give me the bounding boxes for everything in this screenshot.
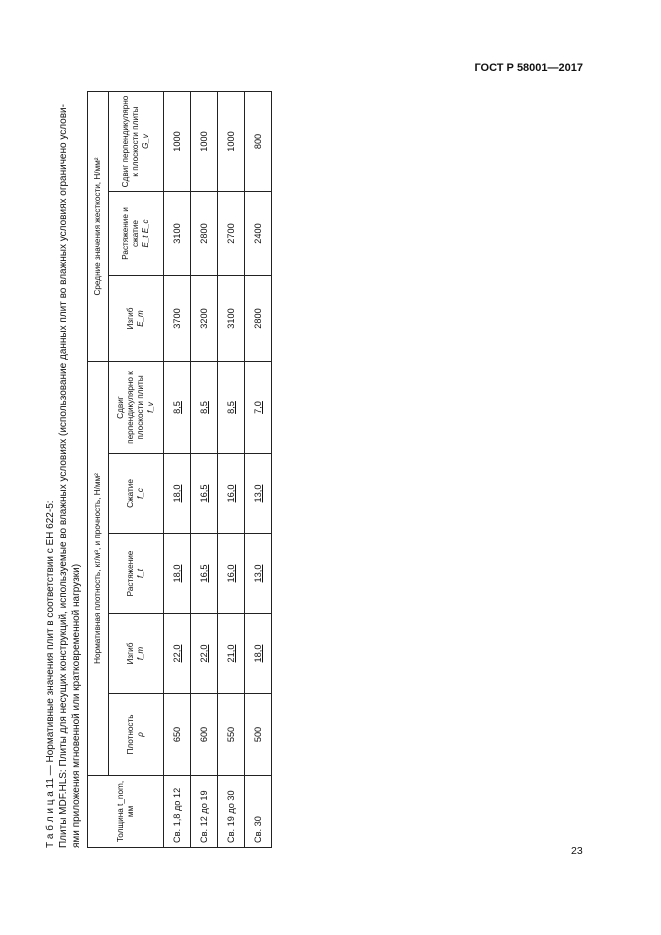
properties-table	[87, 91, 272, 848]
cell-et: 2800	[191, 192, 218, 276]
cell-density: 650	[164, 694, 191, 776]
header-strength-group: Нормативная плотность, кг/м³, и прочность, Н/мм²	[88, 362, 109, 776]
cell-fc: 13,0	[245, 454, 272, 534]
header-compression: Сжатие f_c	[109, 454, 164, 534]
cell-fc: 16,0	[218, 454, 245, 534]
cell-fv: 7,0	[245, 362, 272, 454]
table-row	[164, 92, 191, 848]
cell-thickness: Св. 12 до 19	[191, 776, 218, 848]
standard-header: ГОСТ Р 58001—2017	[474, 62, 583, 74]
cell-ft: 18,0	[164, 534, 191, 614]
cell-et: 3100	[164, 192, 191, 276]
cell-density: 500	[245, 694, 272, 776]
header-tension: Растяжение f_t	[109, 534, 164, 614]
table-row	[191, 92, 218, 848]
cell-density: 600	[191, 694, 218, 776]
cell-thickness: Св. 1,8 до 12	[164, 776, 191, 848]
header-bending: Изгиб f_m	[109, 614, 164, 694]
cell-em: 3100	[218, 276, 245, 362]
header-shear: Сдвиг перпендикулярно к плоскости плиты f_v	[109, 362, 164, 454]
page-number: 23	[571, 845, 583, 857]
table-row	[245, 92, 272, 848]
cell-et: 2700	[218, 192, 245, 276]
cell-fv: 8,5	[164, 362, 191, 454]
cell-gv: 1000	[218, 92, 245, 192]
cell-fc: 18,0	[164, 454, 191, 534]
cell-thickness: Св. 30	[245, 776, 272, 848]
table-caption-line3: ями приложения мгновенной или кратковременной нагрузки)	[71, 563, 82, 848]
cell-ft: 16,0	[218, 534, 245, 614]
cell-fv: 8,5	[218, 362, 245, 454]
cell-em: 3700	[164, 276, 191, 362]
header-density: Плотность ρ	[109, 694, 164, 776]
cell-fm: 22,0	[164, 614, 191, 694]
cell-density: 550	[218, 694, 245, 776]
cell-gv: 800	[245, 92, 272, 192]
header-stiffness-group: Средние значения жесткости, Н/мм²	[88, 92, 109, 362]
cell-em: 2800	[245, 276, 272, 362]
header-mod-tension-compression: Растяжение и сжатие E_t E_c	[109, 192, 164, 276]
table-caption-line2: Плиты MDF.HLS: Плиты для несущих конструкций, используемые во влажных условиях (использование данных плит во влажных условиях ограничено услови-	[58, 104, 69, 848]
cell-ft: 16,5	[191, 534, 218, 614]
table-row	[218, 92, 245, 848]
cell-fm: 21,0	[218, 614, 245, 694]
header-mod-shear: Сдвиг перпендикулярно к плоскости плиты G_v	[109, 92, 164, 192]
rotated-table-block	[44, 88, 644, 848]
cell-fm: 22,0	[191, 614, 218, 694]
header-mod-bending: Изгиб E_m	[109, 276, 164, 362]
header-thickness: Толщина t_nom, мм	[88, 776, 164, 848]
cell-gv: 1000	[164, 92, 191, 192]
cell-em: 3200	[191, 276, 218, 362]
cell-et: 2400	[245, 192, 272, 276]
cell-thickness: Св. 19 до 30	[218, 776, 245, 848]
table-caption-line1: Т а б л и ц а 11 — Нормативные значения плит в соответствии с ЕН 622-5:	[45, 500, 56, 848]
cell-fv: 8,5	[191, 362, 218, 454]
cell-ft: 13,0	[245, 534, 272, 614]
cell-fm: 18,0	[245, 614, 272, 694]
cell-fc: 16,5	[191, 454, 218, 534]
cell-gv: 1000	[191, 92, 218, 192]
